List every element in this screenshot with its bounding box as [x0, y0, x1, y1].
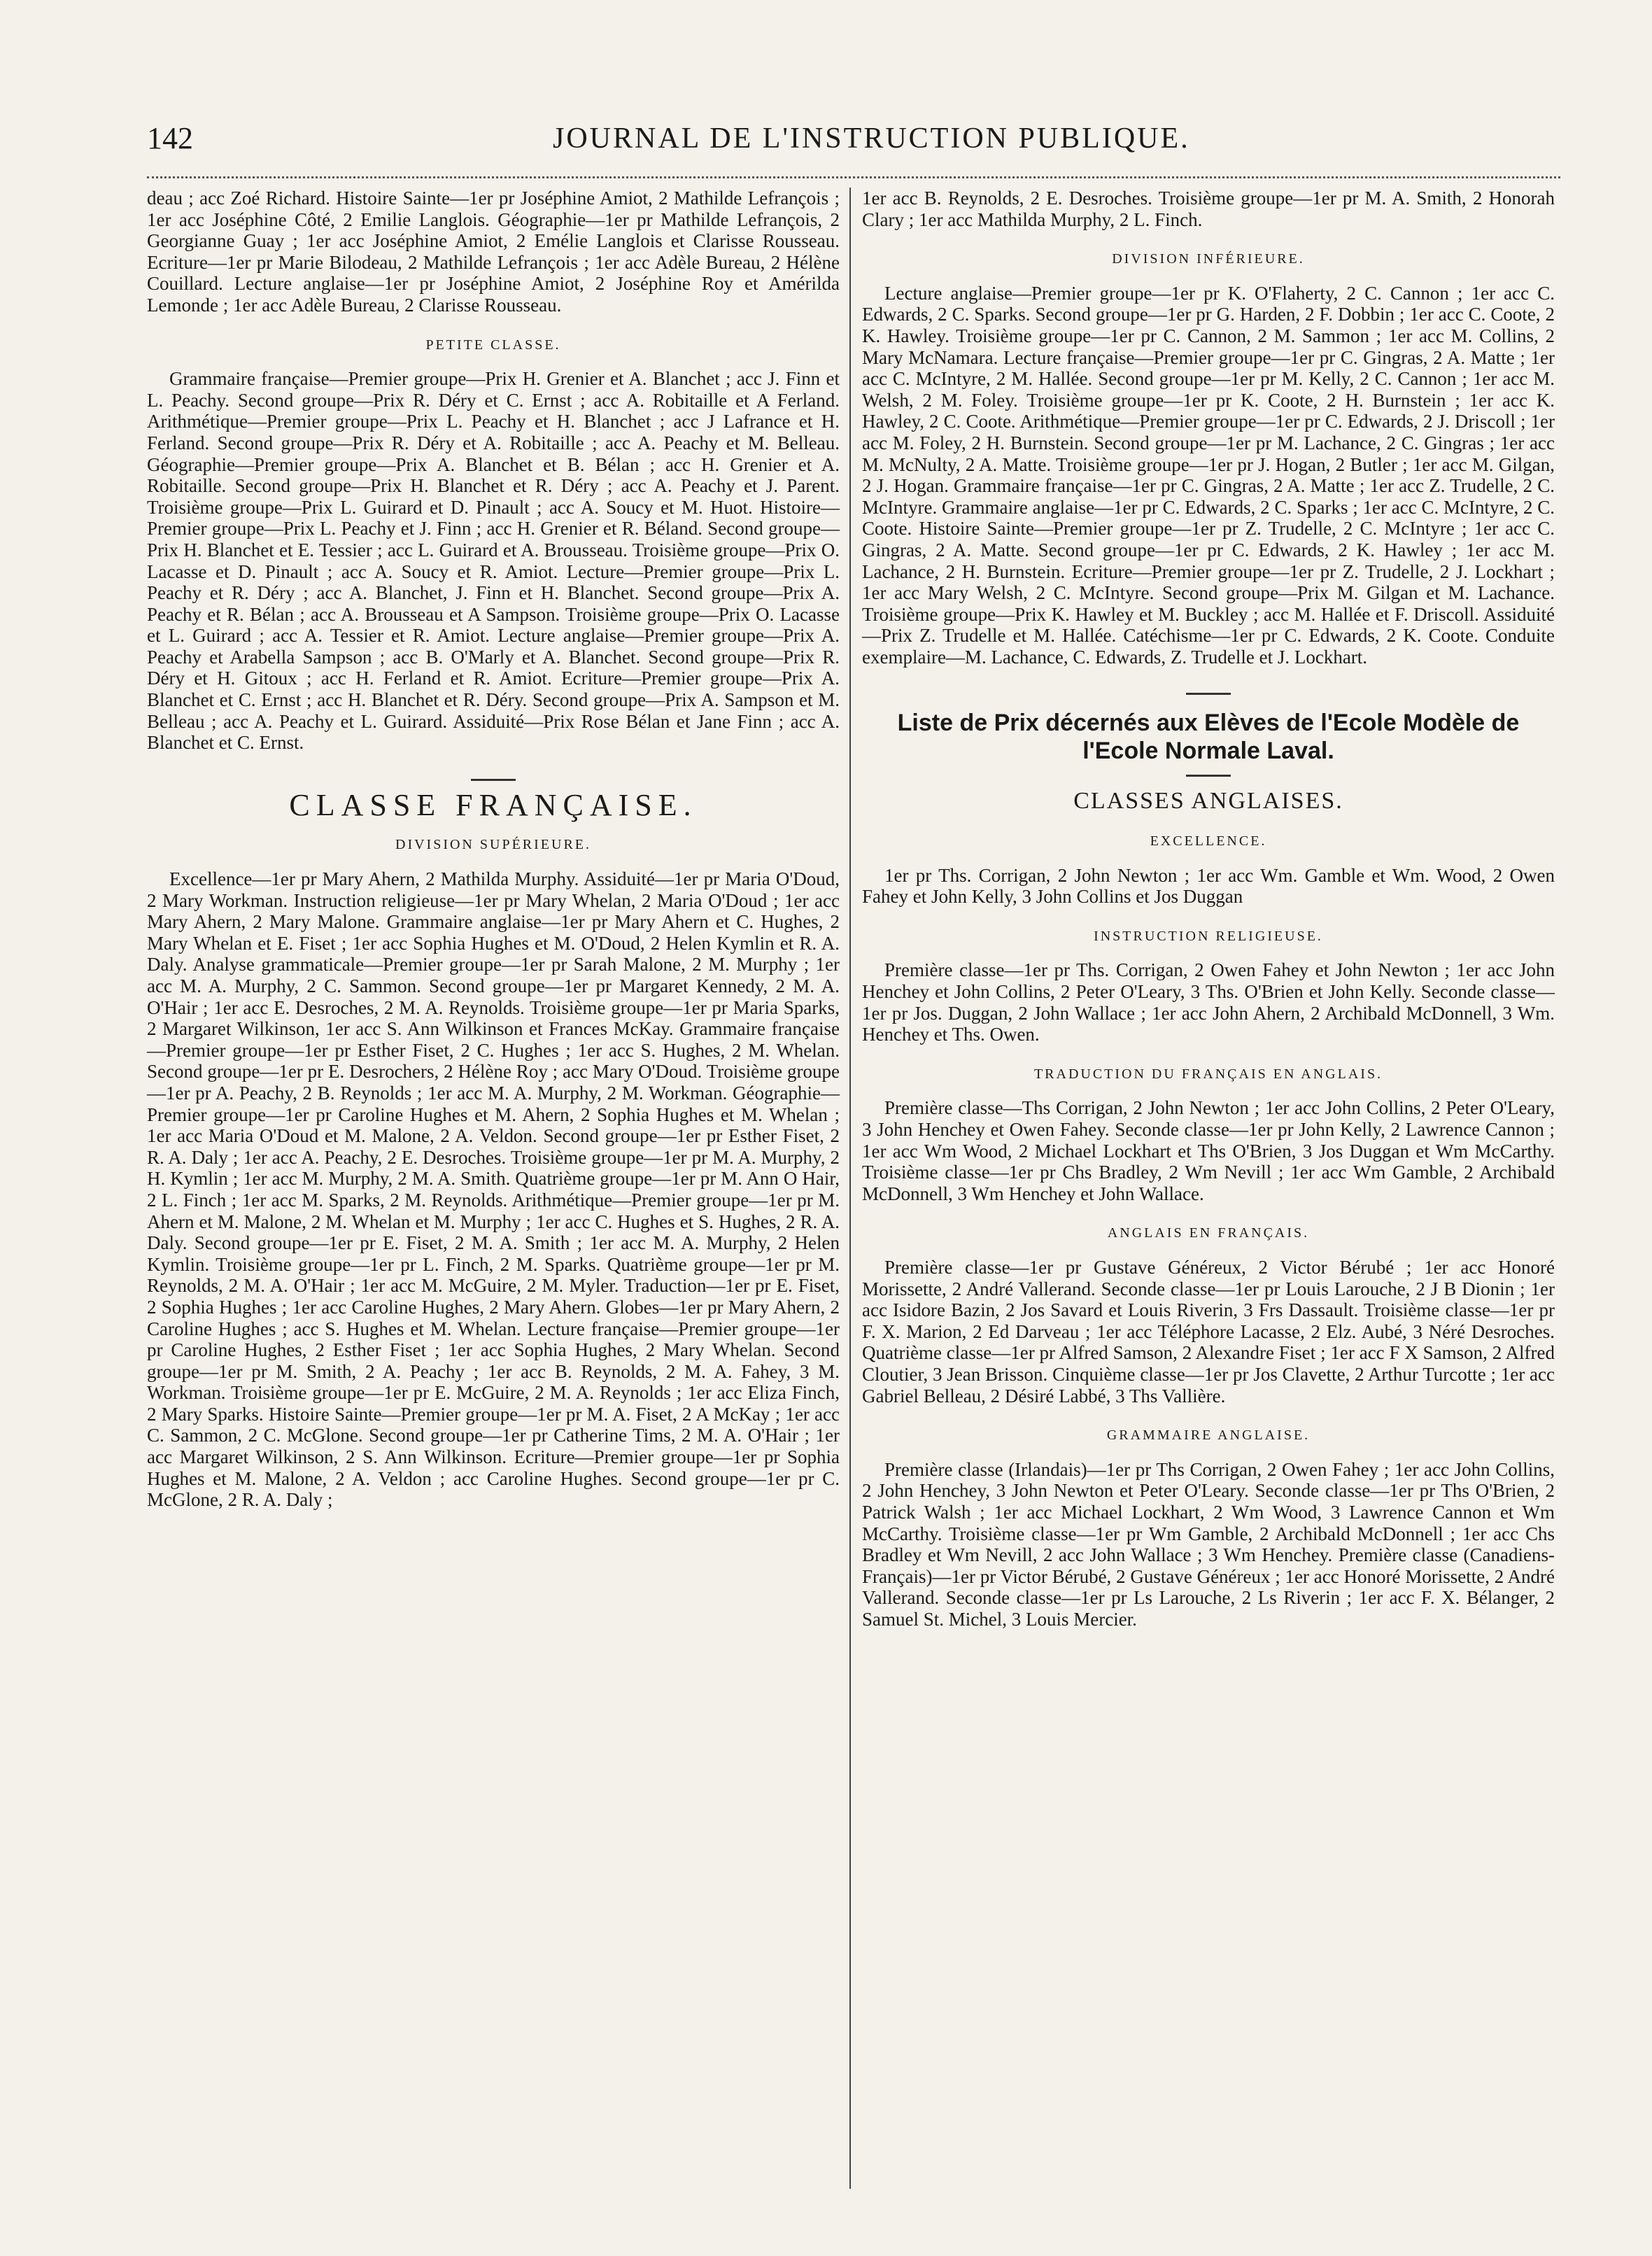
page-header: [147, 119, 1560, 161]
section-rule: [1186, 775, 1231, 777]
right-column: [862, 188, 1555, 1630]
paragraph: Excellence—1er pr Mary Ahern, 2 Mathilda Murphy. Assiduité—1er pr Maria O'Doud, 2 Mary Workman. Instruction religieuse—1er pr Mary Whelan, 2 Maria O'Doud ; 1er acc Mary Ahern, 2 Mary Malone. Grammaire anglaise—1er pr Mary Ahern et C. Hughes, 2 Mary Whelan et E. Fiset ; 1er acc Sophia Hughes et M. O'Doud, 2 Helen Kymlin et R. A. Daly. Analyse grammaticale—Premier groupe—1er pr Sarah Malone, 2 M. Murphy ; 1er acc M. A. Murphy, 2 C. Sammon. Second groupe—1er pr Margaret Kennedy, 2 M. A. O'Hair ; 1er acc E. Desroches, 2 M. A. Reynolds. Troisième groupe—1er pr Maria Sparks, 2 Margaret Wilkinson, 1er acc S. Ann Wilkinson et Frances McKay. Grammaire française—Premier groupe—1er pr Esther Fiset, 2 C. Hughes ; 1er acc S. Hughes, 2 M. Whelan. Second groupe—1er pr E. Desrochers, 2 Hélène Roy ; acc Mary O'Doud. Troisième groupe—1er pr A. Peachy, 2 B. Reynolds ; 1er acc M. A. Murphy, 2 M. Workman. Géographie—Premier groupe—1er pr Caroline Hughes et M. Ahern, 2 Sophia Hughes et M. Whelan ; 1er acc Maria O'Doud et M. Malone, 2 A. Veldon. Second groupe—1er pr Esther Fiset, 2 R. A. Daly ; 1er acc A. Peachy, 2 E. Desroches. Troisième groupe—1er pr M. A. Murphy, 2 H. Kymlin ; 1er acc M. Murphy, 2 M. A. Smith. Quatrième groupe—1er pr M. Ann O Hair, 2 L. Finch ; 1er acc M. Sparks, 2 M. Reynolds. Arithmétique—Premier groupe—1er pr M. Ahern et M. Malone, 2 M. Whelan et M. Murphy ; 1er acc C. Hughes et S. Hughes, 2 R. A. Daly. Second groupe—1er pr E. Fiset, 2 M. A. Smith ; 1er acc M. A. Murphy, 2 Helen Kymlin. Troisième groupe—1er pr L. Finch, 2 M. Sparks. Quatrième groupe—1er pr M. Reynolds, 2 M. A. O'Hair ; 1er acc M. McGuire, 2 M. Myler. Traduction—1er pr E. Fiset, 2 Sophia Hughes ; 1er acc Caroline Hughes, 2 Mary Ahern. Globes—1er pr Mary Ahern, 2 Caroline Hughes ; acc S. Hughes et M. Whelan. Lecture française—Premier groupe—1er pr Caroline Hughes, 2 Esther Fiset ; 1er acc Sophia Hughes, 2 Mary Whelan. Second groupe—1er pr M. Smith, 2 A. Peachy ; 1er acc B. Reynolds, 2 M. A. Fahey, 3 M. Workman. Troisième groupe—1er pr E. McGuire, 2 M. A. Reynolds ; 1er acc Eliza Finch, 2 Mary Sparks. Histoire Sainte—Premier groupe—1er pr M. A. Fiset, 2 A McKay ; 1er acc C. Sammon, 2 C. McGlone. Second groupe—1er pr Catherine Tims, 2 M. A. O'Hair ; 1er acc Margaret Wilkinson, 2 S. Ann Wilkinson. Ecriture—Premier groupe—1er pr Sophia Hughes et M. Malone, 2 A. Veldon ; acc Caroline Hughes. Second groupe—1er pr C. McGlone, 2 R. A. Daly ;: [147, 868, 840, 1511]
section-heading: GRAMMAIRE ANGLAISE.: [1106, 1427, 1311, 1444]
section-heading: DIVISION SUPÉRIEURE.: [395, 837, 591, 853]
section-heading: TRADUCTION DU FRANÇAIS EN ANGLAIS.: [1033, 1066, 1383, 1082]
paragraph: 1er acc B. Reynolds, 2 E. Desroches. Troisième groupe—1er pr M. A. Smith, 2 Honorah Clary ; 1er acc Mathilda Murphy, 2 L. Finch.: [862, 188, 1555, 230]
section-title: CLASSES ANGLAISES.: [1073, 788, 1343, 815]
left-column: [147, 188, 840, 1511]
paragraph: Première classe—1er pr Ths. Corrigan, 2 Owen Fahey et John Newton ; 1er acc John Henchey et John Collins, 2 Peter O'Leary, 3 Ths. O'Brien et John Kelly. Seconde classe—1er pr Jos. Duggan, 2 John Wallace ; 1er acc John Ahern, 2 Archibald McDonnell, 3 Wm. Henchey et Ths. Owen.: [862, 959, 1555, 1045]
paragraph: Première classe (Irlandais)—1er pr Ths Corrigan, 2 Owen Fahey ; 1er acc John Collins, 2 John Henchey, 3 John Newton et Peter O'Leary. Seconde classe—1er pr Ths O'Brien, 2 Patrick Walsh ; 1er acc Michael Lockhart, 2 Wm Wood, 3 Lawrence Cannon et Wm McCarthy. Troisième classe—1er pr Wm Gamble, 2 Archibald McDonnell ; 1er acc Chs Bradley et Wm Nevill, 2 acc John Wallace ; 3 Wm Henchey. Première classe (Canadiens-Français)—1er pr Victor Bérubé, 2 Gustave Généreux ; 1er acc Honoré Morissette, 2 André Vallerand. Seconde classe—1er pr Ls Larouche, 2 Ls Riverin ; 1er acc F. X. Bélanger, 2 Samuel St. Michel, 3 Louis Mercier.: [862, 1458, 1555, 1630]
section-heading: DIVISION INFÉRIEURE.: [1112, 251, 1305, 267]
paragraph: Première classe—1er pr Gustave Généreux, 2 Victor Bérubé ; 1er acc Honoré Morissette, 2 André Vallerand. Seconde classe—1er pr Louis Larouche, 2 J B Dionin ; 1er acc Isidore Bazin, 2 Jos Savard et Louis Riverin, 3 Frs Dassault. Troisième classe—1er pr F. X. Marion, 2 Ed Darveau ; 1er acc Téléphore Lacasse, 2 Elz. Aubé, 3 Néré Desroches. Quatrième classe—1er pr Alfred Samson, 2 Alexandre Fiset ; 1er acc F X Samson, 2 Alfred Cloutier, 3 Jean Brisson. Cinquième classe—1er pr Jos Clavette, 2 Arthur Turcotte ; 1er acc Gabriel Belleau, 2 Désiré Labbé, 3 Ths Vallière.: [862, 1256, 1555, 1407]
header-rule: [147, 176, 1560, 178]
section-rule: [1186, 693, 1231, 695]
page-number: 142: [147, 121, 193, 155]
section-title: CLASSE FRANÇAISE.: [289, 787, 698, 822]
section-rule: [471, 779, 516, 781]
paragraph: 1er pr Ths. Corrigan, 2 John Newton ; 1er acc Wm. Gamble et Wm. Wood, 2 Owen Fahey et John Kelly, 3 John Collins et Jos Duggan: [862, 864, 1555, 908]
list-title: Liste de Prix décernés aux Elèves de l'Ecole Modèle de l'Ecole Normale Laval.: [897, 710, 1520, 765]
section-heading: PETITE CLASSE.: [425, 337, 561, 353]
running-title: JOURNAL DE L'INSTRUCTION PUBLIQUE.: [553, 122, 1190, 155]
paragraph: Première classe—Ths Corrigan, 2 John Newton ; 1er acc John Collins, 2 Peter O'Leary, 3 John Henchey et Owen Fahey. Seconde classe—1er pr John Kelly, 2 Lawrence Cannon ; 1er acc Wm Wood, 2 Michael Lockhart et Ths O'Brien, 3 Jos Duggan et Wm McCarthy. Troisième classe—1er pr Chs Bradley, 2 Wm Nevill ; 1er acc Wm Gamble, 2 Archibald McDonnell, 3 Wm Henchey et John Wallace.: [862, 1097, 1555, 1204]
section-heading: ANGLAIS EN FRANÇAIS.: [1107, 1225, 1310, 1241]
section-heading: INSTRUCTION RELIGIEUSE.: [1094, 928, 1323, 944]
column-divider: [849, 188, 851, 2189]
paragraph: Lecture anglaise—Premier groupe—1er pr K. O'Flaherty, 2 C. Cannon ; 1er acc C. Edwards, 2 C. Sparks. Second groupe—1er pr G. Harden, 2 F. Dobbin ; 1er acc C. Coote, 2 K. Hawley. Troisième groupe—1er pr C. Cannon, 2 M. Sammon ; 1er acc M. Collins, 2 Mary McNamara. Lecture française—Premier groupe—1er pr C. Gingras, 2 A. Matte ; 1er acc C. McIntyre, 2 M. Hallée. Second groupe—1er pr M. Kelly, 2 C. Cannon ; 1er acc M. Welsh, 2 M. Foley. Troisième groupe—1er pr K. Coote, 2 H. Burnstein ; 1er acc K. Hawley, 2 C. Coote. Arithmétique—Premier groupe—1er pr C. Edwards, 2 J. Driscoll ; 1er acc M. Foley, 2 H. Burnstein. Second groupe—1er pr M. Lachance, 2 C. Gingras ; 1er acc M. McNulty, 2 A. Matte. Troisième groupe—1er pr J. Hogan, 2 Butler ; 1er acc M. Gilgan, 2 J. Hogan. Grammaire française—1er pr C. Gingras, 2 A. Matte ; 1er acc Z. Trudelle, 2 C. McIntyre. Grammaire anglaise—1er pr C. Edwards, 2 C. Sparks ; 1er acc C. McIntyre, 2 C. Coote. Histoire Sainte—Premier groupe—1er pr Z. Trudelle, 2 C. McIntyre ; 1er acc C. Gingras, 2 A. Matte. Second groupe—1er pr C. Edwards, 2 K. Hawley ; 1er acc M. Lachance, 2 H. Burnstein. Ecriture—Premier groupe—1er pr Z. Trudelle, 2 J. Lockhart ; 1er acc Mary Welsh, 2 C. McIntyre. Second groupe—Prix M. Gilgan et M. Lachance. Troisième groupe—Prix K. Hawley et M. Buckley ; acc M. Hallée et F. Driscoll. Assiduité—Prix Z. Trudelle et M. Hallée. Catéchisme—1er pr C. Edwards, 2 K. Coote. Conduite exemplaire—M. Lachance, C. Edwards, Z. Trudelle et J. Lockhart.: [862, 282, 1555, 668]
section-heading: EXCELLENCE.: [1150, 833, 1267, 849]
paragraph: Grammaire française—Premier groupe—Prix H. Grenier et A. Blanchet ; acc J. Finn et L. Peachy. Second groupe—Prix R. Déry et C. Ernst ; acc A. Robitaille et A Ferland. Arithmétique—Premier groupe—Prix L. Peachy et H. Blanchet ; acc J Lafrance et H. Ferland. Second groupe—Prix R. Déry et A. Robitaille ; acc A. Peachy et M. Belleau. Géographie—Premier groupe—Prix A. Blanchet et B. Bélan ; acc H. Grenier et A. Robitaille. Second groupe—Prix H. Blanchet et R. Déry ; acc A. Peachy et J. Parent. Troisième groupe—Prix L. Guirard et D. Pinault ; acc A. Soucy et M. Huot. Histoire—Premier groupe—Prix L. Peachy et J. Finn ; acc H. Grenier et R. Béland. Second groupe—Prix H. Blanchet et E. Tessier ; acc L. Guirard et A. Brousseau. Troisième groupe—Prix O. Lacasse et D. Pinault ; acc A. Soucy et R. Amiot. Lecture—Premier groupe—Prix L. Peachy et R. Déry ; acc A. Blanchet, J. Finn et H. Blanchet. Second groupe—Prix A. Peachy et R. Bélan ; acc A. Brousseau et A Sampson. Troisième groupe—Prix O. Lacasse et L. Guirard ; acc A. Tessier et R. Amiot. Lecture anglaise—Premier groupe—Prix A. Peachy et Arabella Sampson ; acc B. O'Marly et A. Blanchet. Second groupe—Prix R. Déry et H. Gitoux ; acc H. Ferland et R. Amiot. Ecriture—Premier groupe—Prix A. Blanchet et C. Ernst ; acc H. Blanchet et R. Déry. Second groupe—Prix A. Sampson et M. Belleau ; acc A. Peachy et L. Guirard. Assiduité—Prix Rose Bélan et Jane Finn ; acc A. Blanchet et C. Ernst.: [147, 368, 840, 754]
paragraph: deau ; acc Zoé Richard. Histoire Sainte—1er pr Joséphine Amiot, 2 Mathilde Lefrançois ; 1er acc Joséphine Côté, 2 Emilie Langlois. Géographie—1er pr Mathilde Lefrançois, 2 Georgianne Guay ; 1er acc Joséphine Amiot, 2 Emélie Langlois et Clarisse Rousseau. Ecriture—1er pr Marie Bilodeau, 2 Mathilde Lefrançois ; 1er acc Adèle Bureau, 2 Hélène Couillard. Lecture anglaise—1er pr Joséphine Amiot, 2 Joséphine Roy et Amérilda Lemonde ; 1er acc Adèle Bureau, 2 Clarisse Rousseau.: [147, 188, 840, 316]
